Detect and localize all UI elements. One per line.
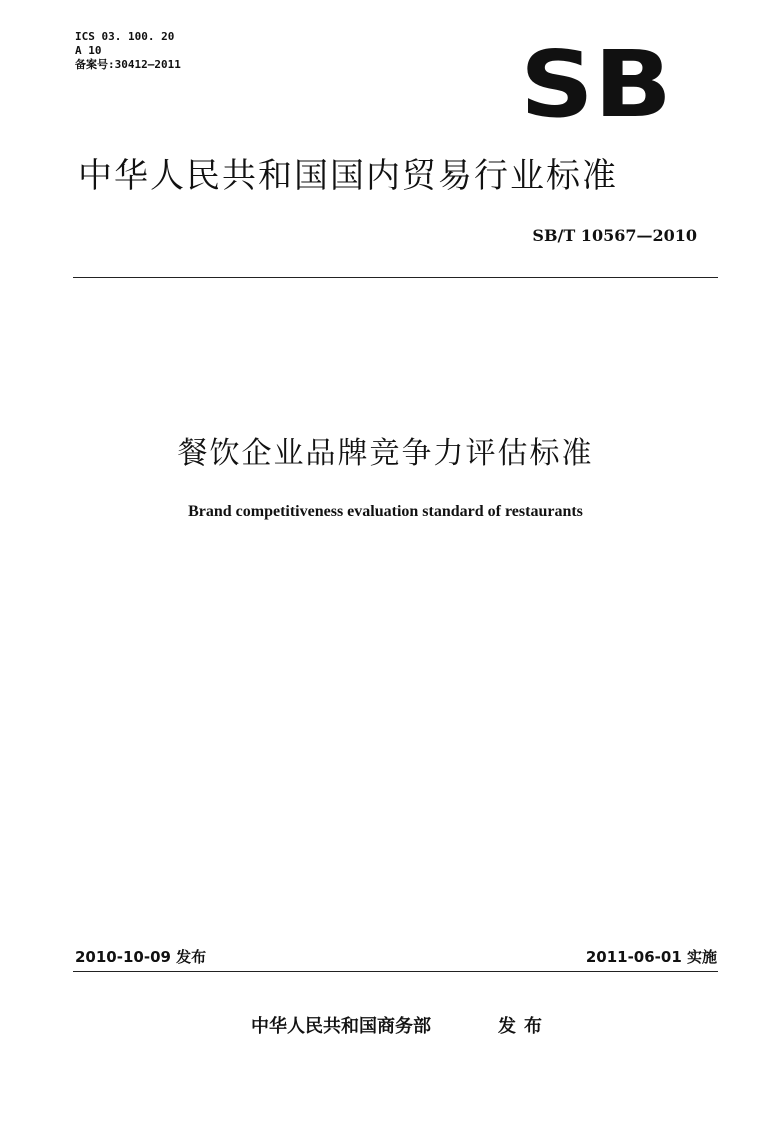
document-title-cn: 餐饮企业品牌竞争力评估标准 xyxy=(177,436,594,471)
standard-code: SB/T 10567—2010 xyxy=(532,226,697,245)
sb-logo-text: SB xyxy=(520,44,672,122)
effective-date: 2011-06-01 实施 xyxy=(585,948,717,966)
standard-title: 中华人民共和国国内贸易行业标准 xyxy=(78,156,618,196)
issue-verb: 发布 xyxy=(498,1016,550,1037)
issuer-name: 中华人民共和国商务部 xyxy=(251,1016,431,1037)
ics-code: ICS 03. 100. 20 xyxy=(75,30,175,43)
filing-number: 备案号:30412—2011 xyxy=(75,58,181,71)
issue-date: 2010-10-09 发布 xyxy=(75,948,207,966)
metadata-block xyxy=(75,30,181,72)
bottom-divider xyxy=(73,971,718,972)
sb-logo xyxy=(518,44,674,122)
document-title-en: Brand competitiveness evaluation standard of restaurants xyxy=(188,503,583,520)
classification-code: A 10 xyxy=(75,44,102,57)
top-divider xyxy=(73,277,718,278)
